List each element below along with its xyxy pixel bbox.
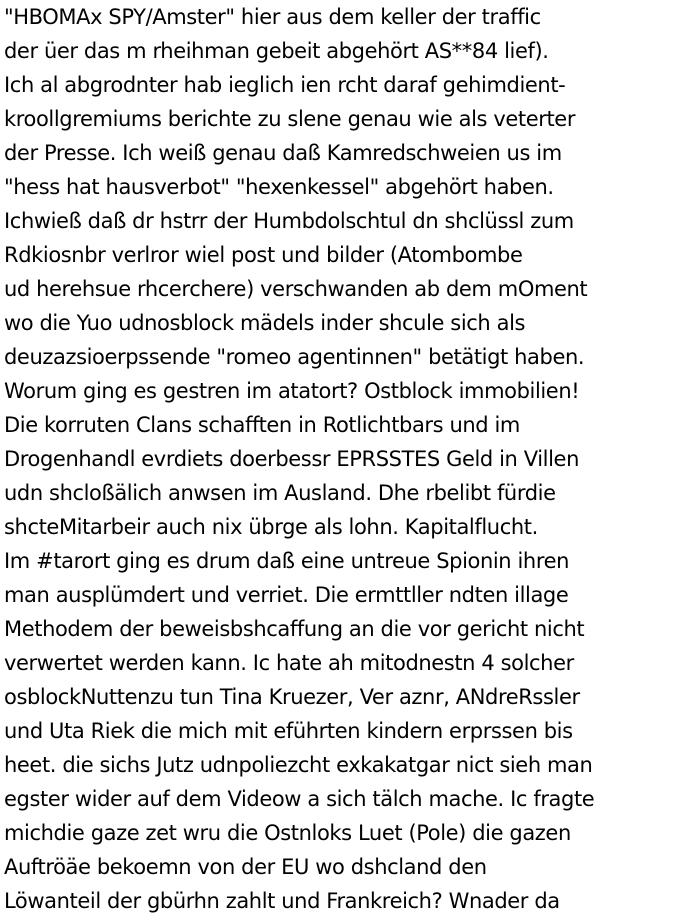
text-line: wo die Yuo udnosblock mädels inder shcule sich als bbox=[4, 311, 526, 335]
text-line: verwertet werden kann. Ic hate ah mitodnestn 4 solcher bbox=[4, 651, 574, 675]
text-line: osblockNuttenzu tun Tina Kruezer, Ver aznr, ANdreRssler bbox=[4, 685, 580, 709]
text-line: der üer das m rheihman gebeit abgehört AS**84 lief). bbox=[4, 39, 549, 63]
text-line: Rdkiosnbr verlror wiel post und bilder (Atombombe bbox=[4, 243, 523, 267]
document-text bbox=[4, 0, 684, 918]
text-line: Die korruten Clans schafften in Rotlichtbars und im bbox=[4, 413, 520, 437]
text-line: deuzazsioerpssende "romeo agentinnen" betätigt haben. bbox=[4, 345, 585, 369]
text-line: "hess hat hausverbot" "hexenkessel" abgehört haben. bbox=[4, 175, 554, 199]
text-line: und Uta Riek die mich mit eführten kindern erprssen bis bbox=[4, 719, 573, 743]
text-line: Ich al abgrodnter hab ieglich ien rcht daraf gehimdient- bbox=[4, 73, 566, 97]
text-line: ud herehsue rhcerchere) verschwanden ab dem mOment bbox=[4, 277, 588, 301]
text-line: Methodem der beweisbshcaffung an die vor gericht nicht bbox=[4, 617, 585, 641]
text-line: Ichwieß daß dr hstrr der Humbdolschtul dn shclüssl zum bbox=[4, 209, 574, 233]
text-line: "HBOMAx SPY/Amster" hier aus dem keller der traffic bbox=[4, 5, 541, 29]
text-line: Worum ging es gestren im atatort? Ostblock immobilien! bbox=[4, 379, 580, 403]
text-line: Auftröäe bekoemn von der EU wo dshcland den bbox=[4, 855, 487, 879]
text-line: der Presse. Ich weiß genau daß Kamredschweien us im bbox=[4, 141, 562, 165]
text-line: Löwanteil der gbürhn zahlt und Frankreich? Wnader da bbox=[4, 889, 560, 913]
text-line: udn shcloßälich anwsen im Ausland. Dhe rbelibt fürdie bbox=[4, 481, 556, 505]
text-line: Im #tarort ging es drum daß eine untreue Spionin ihren bbox=[4, 549, 570, 573]
text-line: shcteMitarbeir auch nix übrge als lohn. Kapitalflucht. bbox=[4, 515, 538, 539]
text-line: michdie gaze zet wru die Ostnloks Luet (Pole) die gazen bbox=[4, 821, 571, 845]
text-line: kroollgremiums berichte zu slene genau wie als veterter bbox=[4, 107, 576, 131]
text-line: heet. die sichs Jutz udnpoliezcht exkakatgar nict sieh man bbox=[4, 753, 593, 777]
text-line: egster wider auf dem Videow a sich tälch mache. Ic fragte bbox=[4, 787, 595, 811]
text-line: Drogenhandl evrdiets doerbessr EPRSSTES Geld in Villen bbox=[4, 447, 579, 471]
text-line: man ausplümdert und verriet. Die ermttller ndten illage bbox=[4, 583, 569, 607]
